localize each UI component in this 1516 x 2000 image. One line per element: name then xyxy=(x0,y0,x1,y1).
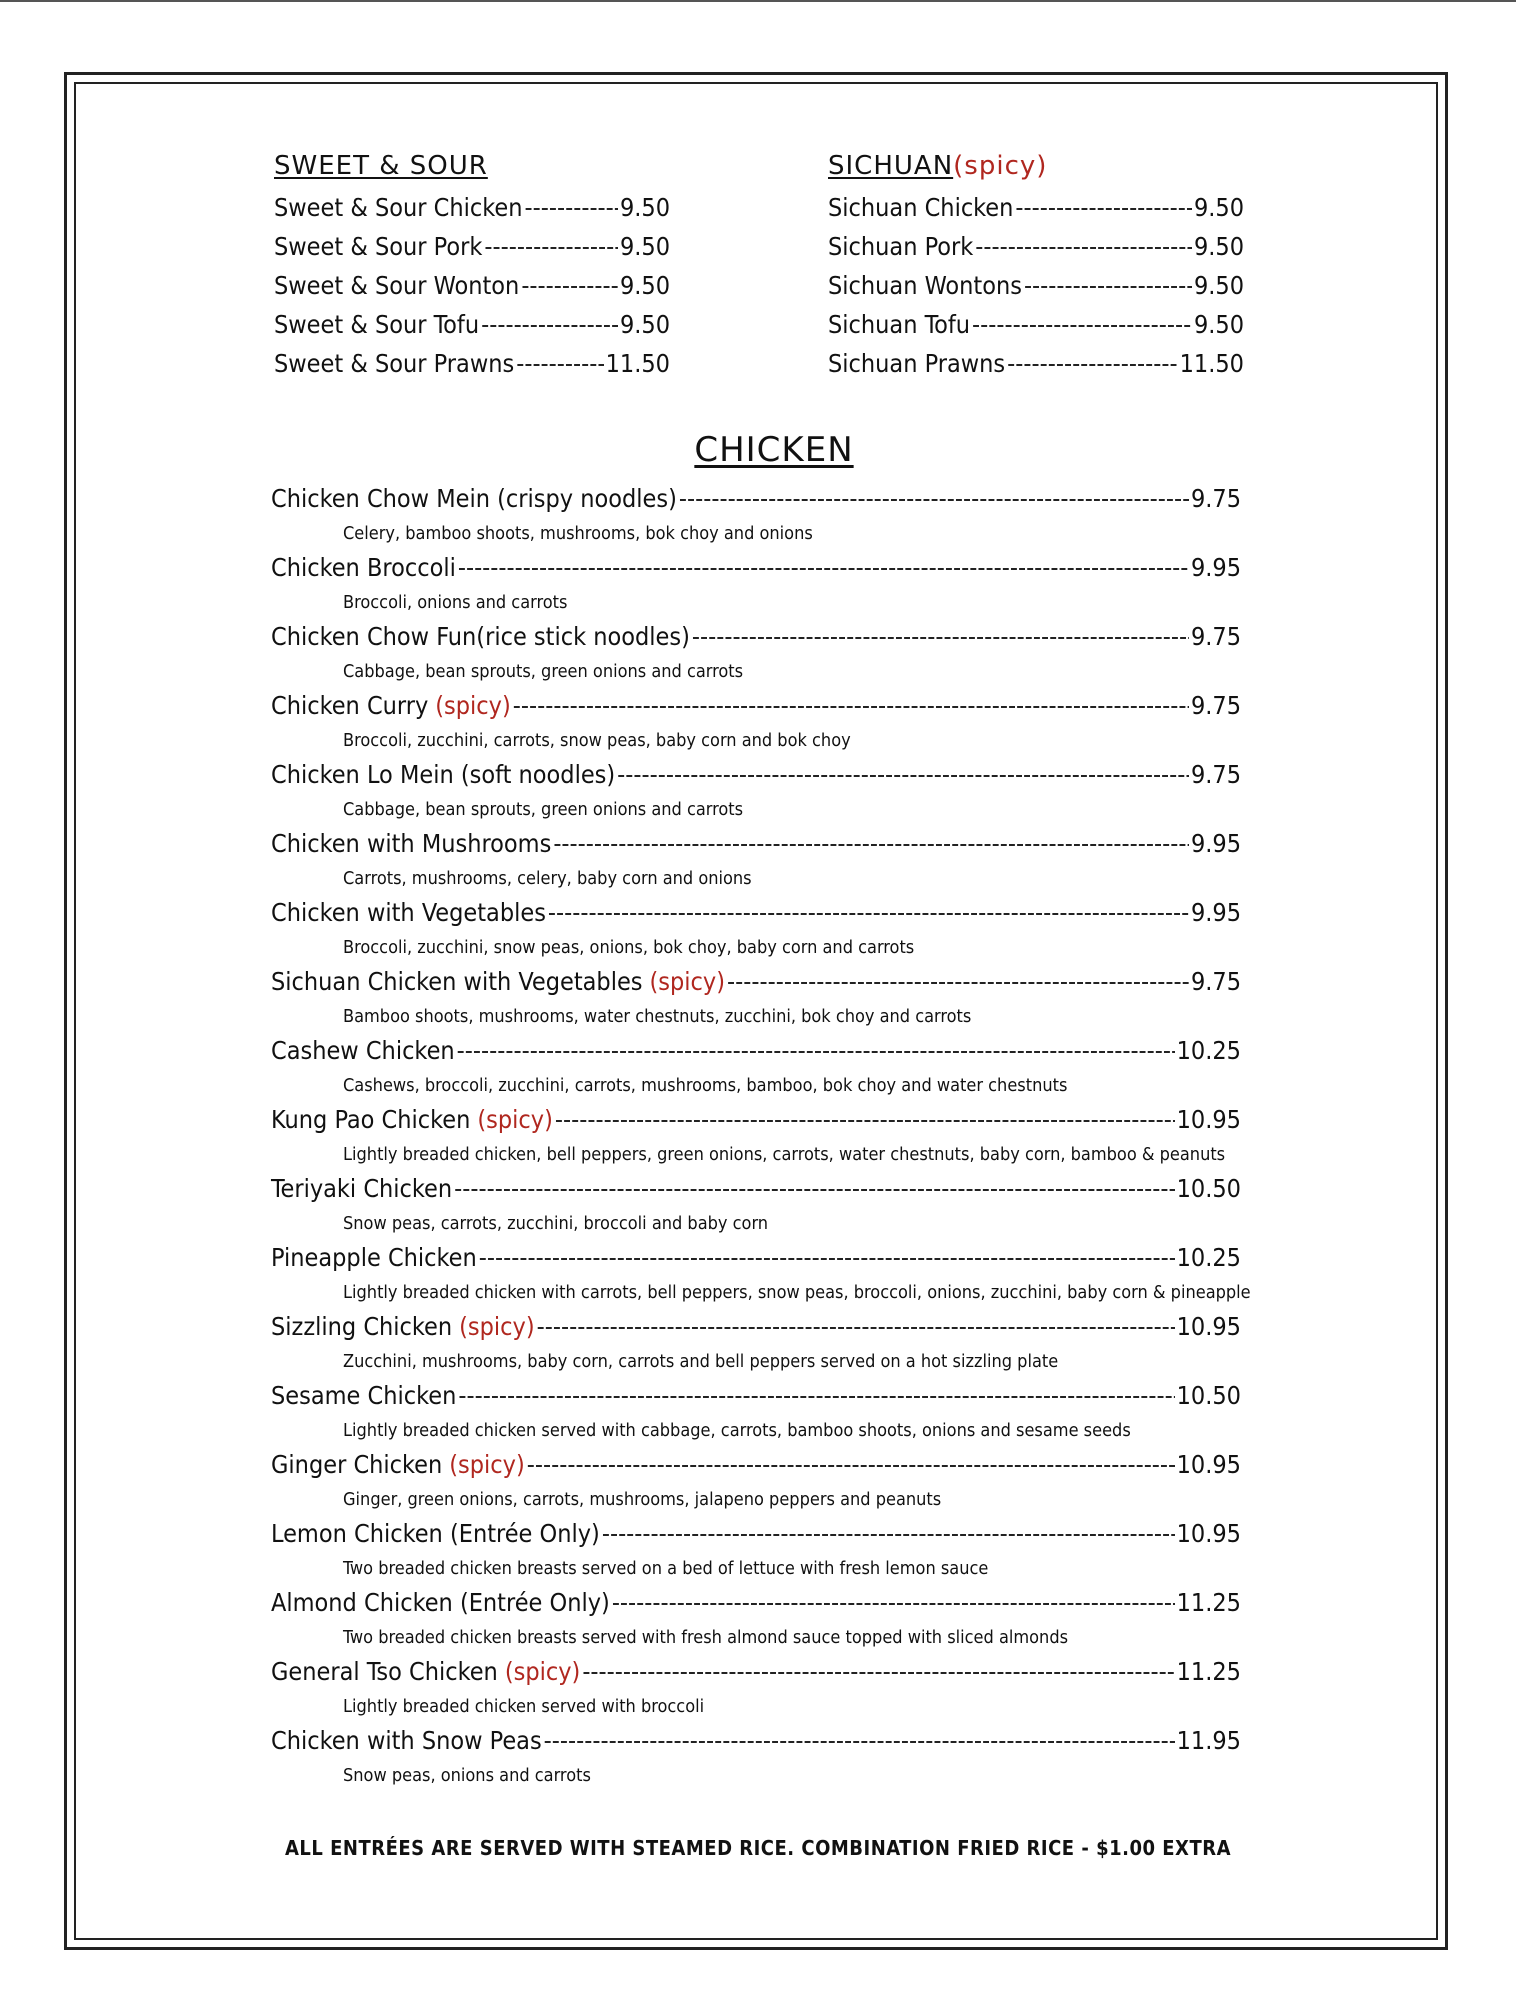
dot-leader xyxy=(521,266,618,305)
sichuan-section xyxy=(828,148,1244,383)
item-price: 9.50 xyxy=(1193,232,1244,261)
dish-price: 11.25 xyxy=(1176,1657,1241,1686)
dish-name: Ginger Chicken xyxy=(271,1450,443,1479)
dish-name: Almond Chicken (Entrée Only) xyxy=(271,1588,610,1617)
dish-row xyxy=(271,480,1241,518)
dot-leader xyxy=(516,344,603,383)
dot-leader xyxy=(727,963,1189,1001)
dish-price: 11.25 xyxy=(1176,1588,1241,1617)
dish-row xyxy=(271,1101,1241,1139)
sweet-sour-heading: SWEET & SOUR xyxy=(274,151,488,181)
dish-name: Sesame Chicken xyxy=(271,1381,457,1410)
sichuan-spicy-note: (spicy) xyxy=(953,151,1048,181)
item-name: Sichuan Prawns xyxy=(828,349,1006,378)
item-price: 9.50 xyxy=(619,310,670,339)
dish-description: Cabbage, bean sprouts, green onions and carrots xyxy=(343,661,744,682)
dish-price: 9.95 xyxy=(1190,553,1241,582)
dish-description: Lightly breaded chicken with carrots, bell peppers, snow peas, broccoli, onions, zucchini, baby corn & pineapple xyxy=(343,1282,1251,1303)
dish-price: 9.95 xyxy=(1190,898,1241,927)
dish-item xyxy=(271,1584,1241,1653)
menu-item xyxy=(274,344,670,383)
dot-leader xyxy=(458,1377,1174,1415)
dot-leader xyxy=(513,687,1189,725)
menu-item xyxy=(274,305,670,344)
dish-price: 9.75 xyxy=(1190,484,1241,513)
dish-price: 9.75 xyxy=(1190,967,1241,996)
spicy-label: (spicy) xyxy=(449,1450,525,1479)
dish-description: Celery, bamboo shoots, mushrooms, bok choy and onions xyxy=(343,523,813,544)
dot-leader xyxy=(479,1239,1175,1277)
dish-price: 11.95 xyxy=(1176,1726,1241,1755)
dot-leader xyxy=(679,480,1189,518)
dish-row xyxy=(271,1032,1241,1070)
dish-title xyxy=(271,687,511,725)
dish-item xyxy=(271,1032,1241,1101)
menu-item xyxy=(828,305,1244,344)
dot-leader xyxy=(602,1515,1175,1553)
dish-item xyxy=(271,825,1241,894)
dish-item xyxy=(271,1653,1241,1722)
dot-leader xyxy=(612,1584,1175,1622)
dot-leader xyxy=(553,825,1189,863)
menu-item xyxy=(274,227,670,266)
dish-item xyxy=(271,1446,1241,1515)
dish-title xyxy=(271,1653,580,1691)
item-price: 9.50 xyxy=(1193,193,1244,222)
item-name: Sichuan Tofu xyxy=(828,310,971,339)
dot-leader xyxy=(481,305,618,344)
dish-name: Chicken with Snow Peas xyxy=(271,1726,542,1755)
dot-leader xyxy=(454,1170,1174,1208)
spicy-label: (spicy) xyxy=(459,1312,535,1341)
dot-leader xyxy=(975,227,1192,266)
menu-item xyxy=(828,188,1244,227)
dish-price: 10.25 xyxy=(1176,1243,1241,1272)
dish-price: 9.75 xyxy=(1190,760,1241,789)
dish-item xyxy=(271,894,1241,963)
dish-price: 10.95 xyxy=(1176,1312,1241,1341)
dish-description: Broccoli, zucchini, carrots, snow peas, baby corn and bok choy xyxy=(343,730,851,751)
dot-leader xyxy=(458,549,1189,587)
dish-name: Pineapple Chicken xyxy=(271,1243,477,1272)
dish-title xyxy=(271,825,551,863)
dish-title xyxy=(271,1032,455,1070)
dot-leader xyxy=(692,618,1189,656)
dot-leader xyxy=(972,305,1192,344)
dish-description: Snow peas, onions and carrots xyxy=(343,1765,591,1786)
dish-row xyxy=(271,1170,1241,1208)
dish-name: Kung Pao Chicken xyxy=(271,1105,471,1134)
dish-name: Chicken Chow Mein (crispy noodles) xyxy=(271,484,677,513)
item-name: Sweet & Sour Prawns xyxy=(274,349,515,378)
dish-price: 10.50 xyxy=(1176,1174,1241,1203)
dish-row xyxy=(271,687,1241,725)
dish-row xyxy=(271,1515,1241,1553)
dish-description: Zucchini, mushrooms, baby corn, carrots and bell peppers served on a hot sizzling plate xyxy=(343,1351,1059,1372)
item-price: 9.50 xyxy=(619,271,670,300)
dish-title xyxy=(271,1101,553,1139)
dish-title xyxy=(271,1170,452,1208)
dish-row xyxy=(271,1377,1241,1415)
dish-name: Chicken Curry xyxy=(271,691,429,720)
dish-name: Chicken with Vegetables xyxy=(271,898,546,927)
dish-item xyxy=(271,1515,1241,1584)
dish-description: Lightly breaded chicken, bell peppers, green onions, carrots, water chestnuts, baby corn, bamboo & peanuts xyxy=(343,1144,1226,1165)
dish-description: Snow peas, carrots, zucchini, broccoli and baby corn xyxy=(343,1213,769,1234)
dish-price: 10.25 xyxy=(1176,1036,1241,1065)
dish-description: Bamboo shoots, mushrooms, water chestnuts, zucchini, bok choy and carrots xyxy=(343,1006,972,1027)
dish-title xyxy=(271,1446,525,1484)
dish-title xyxy=(271,1308,535,1346)
dish-title xyxy=(271,1239,477,1277)
dish-row xyxy=(271,549,1241,587)
dish-description: Two breaded chicken breasts served on a bed of lettuce with fresh lemon sauce xyxy=(343,1558,989,1579)
menu-item xyxy=(828,227,1244,266)
dish-description: Broccoli, zucchini, snow peas, onions, bok choy, baby corn and carrots xyxy=(343,937,915,958)
dish-title xyxy=(271,1377,456,1415)
dot-leader xyxy=(1015,188,1192,227)
dish-title xyxy=(271,1515,600,1553)
dish-item xyxy=(271,1308,1241,1377)
item-name: Sweet & Sour Wonton xyxy=(274,271,520,300)
dish-name: Chicken Chow Fun(rice stick noodles) xyxy=(271,622,690,651)
dish-row xyxy=(271,1308,1241,1346)
dish-name: Cashew Chicken xyxy=(271,1036,455,1065)
dish-description: Cabbage, bean sprouts, green onions and carrots xyxy=(343,799,744,820)
dish-description: Two breaded chicken breasts served with fresh almond sauce topped with sliced almonds xyxy=(343,1627,1069,1648)
menu-item xyxy=(274,188,670,227)
dish-name: Sizzling Chicken xyxy=(271,1312,453,1341)
menu-item xyxy=(828,344,1244,383)
dish-price: 10.95 xyxy=(1176,1519,1241,1548)
dish-item xyxy=(271,687,1241,756)
dish-item xyxy=(271,618,1241,687)
dish-name: Chicken Lo Mein (soft noodles) xyxy=(271,760,616,789)
dot-leader xyxy=(525,188,618,227)
dish-title xyxy=(271,618,690,656)
dot-leader xyxy=(537,1308,1175,1346)
item-price: 11.50 xyxy=(1179,349,1244,378)
dish-title xyxy=(271,1722,542,1760)
sweet-sour-section xyxy=(274,148,670,383)
item-name: Sweet & Sour Pork xyxy=(274,232,483,261)
dish-description: Lightly breaded chicken served with cabbage, carrots, bamboo shoots, onions and sesame seeds xyxy=(343,1420,1131,1441)
menu-item xyxy=(274,266,670,305)
dish-price: 10.95 xyxy=(1176,1450,1241,1479)
item-price: 9.50 xyxy=(619,193,670,222)
dot-leader xyxy=(1024,266,1192,305)
dish-item xyxy=(271,1170,1241,1239)
dish-item xyxy=(271,756,1241,825)
dish-row xyxy=(271,1653,1241,1691)
dish-item xyxy=(271,480,1241,549)
dish-row xyxy=(271,825,1241,863)
dish-item xyxy=(271,1722,1241,1791)
spicy-label: (spicy) xyxy=(435,691,511,720)
dish-description: Broccoli, onions and carrots xyxy=(343,592,568,613)
dish-row xyxy=(271,1446,1241,1484)
menu-item xyxy=(828,266,1244,305)
dot-leader xyxy=(457,1032,1175,1070)
dish-name: Chicken with Mushrooms xyxy=(271,829,552,858)
spicy-label: (spicy) xyxy=(504,1657,581,1686)
item-name: Sweet & Sour Chicken xyxy=(274,193,523,222)
top-rule xyxy=(0,0,1516,2)
item-name: Sichuan Wontons xyxy=(828,271,1022,300)
dish-title xyxy=(271,480,677,518)
dish-row xyxy=(271,1584,1241,1622)
dish-price: 10.50 xyxy=(1176,1381,1241,1410)
dish-name: Chicken Broccoli xyxy=(271,553,456,582)
dish-row xyxy=(271,618,1241,656)
dish-name: Teriyaki Chicken xyxy=(271,1174,453,1203)
dish-description: Lightly breaded chicken served with broccoli xyxy=(343,1696,705,1717)
dot-leader xyxy=(582,1653,1174,1691)
dot-leader xyxy=(484,227,618,266)
dish-title xyxy=(271,549,456,587)
dish-description: Carrots, mushrooms, celery, baby corn and onions xyxy=(343,868,752,889)
dish-name: Sichuan Chicken with Vegetables xyxy=(271,967,643,996)
dish-item xyxy=(271,1101,1241,1170)
dish-description: Cashews, broccoli, zucchini, carrots, mushrooms, bamboo, bok choy and water chestnuts xyxy=(343,1075,1068,1096)
dish-row xyxy=(271,1239,1241,1277)
dish-price: 9.95 xyxy=(1190,829,1241,858)
dish-item xyxy=(271,549,1241,618)
dish-title xyxy=(271,1584,610,1622)
dish-row xyxy=(271,963,1241,1001)
dish-row xyxy=(271,894,1241,932)
item-price: 9.50 xyxy=(1193,271,1244,300)
dish-name: General Tso Chicken xyxy=(271,1657,498,1686)
footer-note: ALL ENTRÉES ARE SERVED WITH STEAMED RICE. COMBINATION FRIED RICE - $1.00 EXTRA xyxy=(284,1836,1231,1860)
dish-title xyxy=(271,963,725,1001)
dish-item xyxy=(271,963,1241,1032)
dish-title xyxy=(271,756,615,794)
dish-item xyxy=(271,1377,1241,1446)
dish-item xyxy=(271,1239,1251,1308)
sichuan-heading-text: SICHUAN xyxy=(828,151,954,181)
dot-leader xyxy=(548,894,1189,932)
dot-leader xyxy=(544,1722,1175,1760)
item-name: Sweet & Sour Tofu xyxy=(274,310,480,339)
dot-leader xyxy=(1007,344,1178,383)
item-price: 11.50 xyxy=(605,349,670,378)
chicken-list xyxy=(271,480,1251,1791)
dish-price: 10.95 xyxy=(1176,1105,1241,1134)
spicy-label: (spicy) xyxy=(649,967,725,996)
sichuan-heading xyxy=(828,148,1244,184)
dish-row xyxy=(271,1722,1241,1760)
dish-row xyxy=(271,756,1241,794)
dish-title xyxy=(271,894,546,932)
dot-leader xyxy=(617,756,1189,794)
item-name: Sichuan Pork xyxy=(828,232,974,261)
item-name: Sichuan Chicken xyxy=(828,193,1014,222)
dish-name: Lemon Chicken (Entrée Only) xyxy=(271,1519,600,1548)
dot-leader xyxy=(527,1446,1175,1484)
item-price: 9.50 xyxy=(1193,310,1244,339)
spicy-label: (spicy) xyxy=(477,1105,553,1134)
dish-description: Ginger, green onions, carrots, mushrooms, jalapeno peppers and peanuts xyxy=(343,1489,942,1510)
chicken-heading: CHICKEN xyxy=(694,430,854,470)
dot-leader xyxy=(555,1101,1175,1139)
dish-price: 9.75 xyxy=(1190,622,1241,651)
item-price: 9.50 xyxy=(619,232,670,261)
dish-price: 9.75 xyxy=(1190,691,1241,720)
